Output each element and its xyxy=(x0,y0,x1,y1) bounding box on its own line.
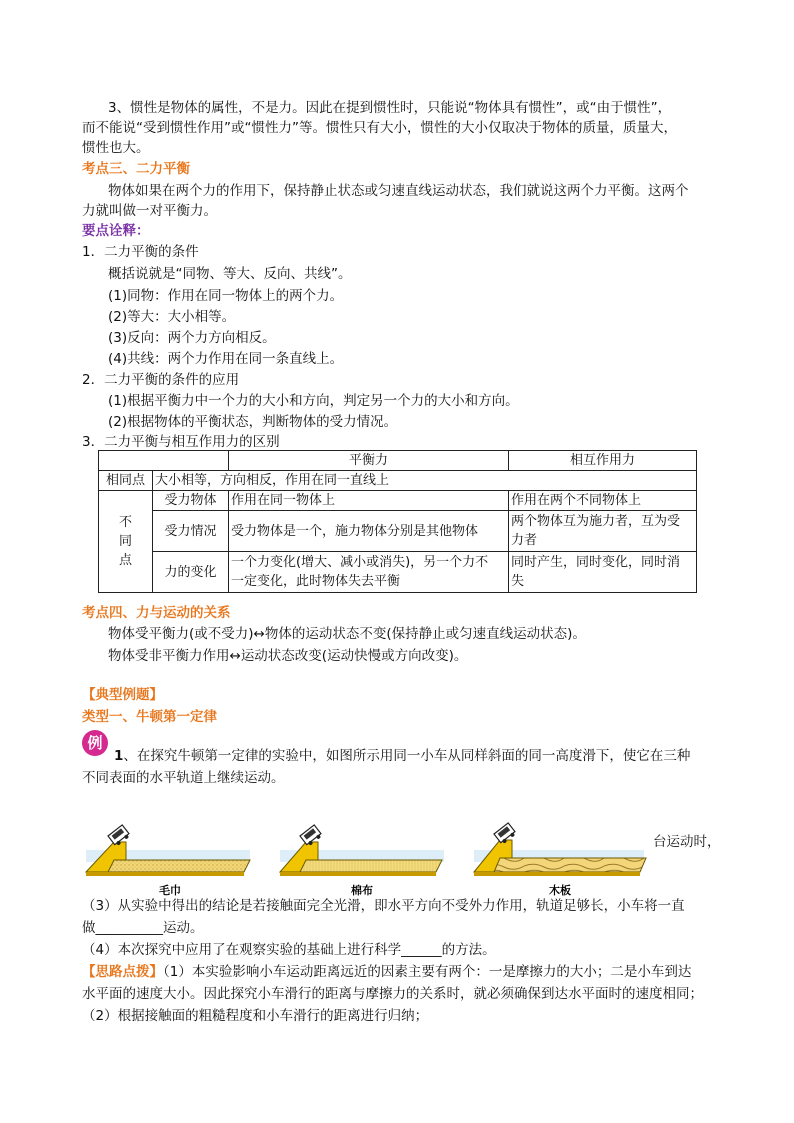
diff-label-char1: 不 xyxy=(118,515,132,530)
section4-line2-part2: 运动状态改变(运动快慢或方向改变)。 xyxy=(240,648,468,664)
item1-b: (2)等大：大小相等。 xyxy=(108,309,236,325)
item1-d: (4)共线：两个力作用在同一条直线上。 xyxy=(108,351,344,367)
row1-interaction: 作用在两个不同物体上 xyxy=(509,491,697,511)
question1-line1 xyxy=(114,746,690,766)
table-row xyxy=(99,511,697,552)
row3-balance-line1: 一个力变化(增大、减小或消失)，另一个力不 xyxy=(231,555,489,570)
row3-interaction-line2: 失 xyxy=(511,574,525,589)
row2-interaction-line2: 力者 xyxy=(511,533,538,548)
ramp-cloth xyxy=(280,825,444,876)
figure-side-text: 台运动时， xyxy=(653,834,721,850)
section3-para-line2: 力就叫做一对平衡力。 xyxy=(82,203,217,219)
hint-line1 xyxy=(82,962,691,982)
question3-line1: （3）从实验中得出的结论是若接触面完全光滑，即水平方向不受外力作用，轨道足够长，小车将一直 xyxy=(82,898,685,914)
item2-a: (1)根据平衡力中一个力的大小和方向，判定另一个力的大小和方向。 xyxy=(108,393,519,409)
question1-line2: 不同表面的水平轨道上继续运动。 xyxy=(82,770,285,786)
inertia-para-line1: 3、惯性是物体的属性，不是力。因此在提到惯性时，只能说“物体具有惯性”，或“由于惯性”， xyxy=(108,100,672,116)
row2-label: 受力情况 xyxy=(153,511,229,552)
question1-text: 、在探究牛顿第一定律的实验中，如图所示用同一小车从同样斜面的同一高度滑下，使它在三种 xyxy=(123,748,691,764)
comparison-table xyxy=(98,450,697,593)
section4-heading: 考点四、力与运动的关系 xyxy=(82,605,231,621)
row3-balance xyxy=(229,552,509,593)
inertia-para-line2: 而不能说“受到惯性作用”或“惯性力”等。惯性只有大小，惯性的大小仅取决于物体的质量，质量大， xyxy=(82,120,677,136)
same-label: 相同点 xyxy=(99,471,153,491)
cart-icon xyxy=(494,823,517,845)
same-text: 大小相等，方向相反，作用在同一直线上 xyxy=(153,471,697,491)
label-wood: 木板 xyxy=(549,884,571,897)
item1-summary: 概括说就是“同物、等大、反向、共线”。 xyxy=(108,266,352,282)
hint-label: 【思路点拨】 xyxy=(82,964,163,980)
item2-title: 2．二力平衡的条件的应用 xyxy=(82,372,240,388)
examples-heading: 【典型例题】 xyxy=(82,687,163,703)
item1-title: 1．二力平衡的条件 xyxy=(82,244,199,260)
table-row xyxy=(99,491,697,511)
example-badge-icon: 例 xyxy=(82,730,108,756)
row3-interaction-line1: 同时产生，同时变化，同时消 xyxy=(511,555,681,570)
double-arrow-icon: ↔ xyxy=(229,648,241,664)
ramp-towel xyxy=(86,825,250,876)
key-points-heading: 要点诠释： xyxy=(82,223,150,239)
section4-line2-part1: 物体受非平衡力作用 xyxy=(108,648,230,664)
diff-label-char2: 同 xyxy=(118,534,132,549)
section3-para-line1: 物体如果在两个力的作用下，保持静止状态或匀速直线运动状态，我们就说这两个力平衡。这两个 xyxy=(108,183,689,199)
section4-line1-part1: 物体受平衡力(或不受力) xyxy=(108,626,254,642)
diff-label xyxy=(99,491,153,593)
section3-heading: 考点三、二力平衡 xyxy=(82,161,190,177)
experiment-figure xyxy=(84,820,654,902)
cart-icon xyxy=(108,825,131,847)
header-balance-force: 平衡力 xyxy=(229,451,509,471)
table-header-row xyxy=(99,451,697,471)
type1-heading: 类型一、牛顿第一定律 xyxy=(82,709,217,725)
double-arrow-icon: ↔ xyxy=(253,626,265,642)
label-towel: 毛巾 xyxy=(159,884,181,897)
label-cloth: 棉布 xyxy=(351,884,373,897)
item3-title: 3．二力平衡与相互作用力的区别 xyxy=(82,434,280,450)
row2-interaction xyxy=(509,511,697,552)
row3-label: 力的变化 xyxy=(153,552,229,593)
item1-a: (1)同物：作用在同一物体上的两个力。 xyxy=(108,288,344,304)
question3-line2: 做__________运动。 xyxy=(82,920,204,936)
section4-line1-part2: 物体的运动状态不变(保持静止或匀速直线运动状态)。 xyxy=(264,626,586,642)
cart-icon xyxy=(300,825,323,847)
row2-balance: 受力物体是一个，施力物体分别是其他物体 xyxy=(229,511,509,552)
diff-label-char3: 点 xyxy=(118,553,132,568)
table-row-same xyxy=(99,471,697,491)
ramp-wood xyxy=(474,823,646,876)
row1-balance: 作用在同一物体上 xyxy=(229,491,509,511)
inertia-para-line3: 惯性也大。 xyxy=(82,140,150,156)
header-interaction-force: 相互作用力 xyxy=(509,451,697,471)
row1-label: 受力物体 xyxy=(153,491,229,511)
row3-balance-line2: 一定变化，此时物体失去平衡 xyxy=(231,574,401,589)
table-corner-cell xyxy=(99,451,229,471)
item2-b: (2)根据物体的平衡状态，判断物体的受力情况。 xyxy=(108,414,398,430)
section4-line1 xyxy=(108,624,586,644)
item1-c: (3)反向：两个力方向相反。 xyxy=(108,330,276,346)
hint-line3: （2）根据接触面的粗糙程度和小车滑行的距离进行归纳； xyxy=(82,1008,429,1024)
hint-text1: （1）本实验影响小车运动距离远近的因素主要有两个：一是摩擦力的大小；二是小车到达 xyxy=(163,964,692,980)
table-row xyxy=(99,552,697,593)
row2-interaction-line1: 两个物体互为施力者，互为受 xyxy=(511,514,681,529)
question4-line: （4）本次探究中应用了在观察实验的基础上进行科学______的方法。 xyxy=(82,942,496,958)
section4-line2 xyxy=(108,646,467,666)
hint-line2: 水平面的速度大小。因此探究小车滑行的距离与摩擦力的关系时，就必须确保到达水平面时的速度相同； xyxy=(82,986,703,1002)
question1-number: 1 xyxy=(114,748,124,764)
row3-interaction xyxy=(509,552,697,593)
